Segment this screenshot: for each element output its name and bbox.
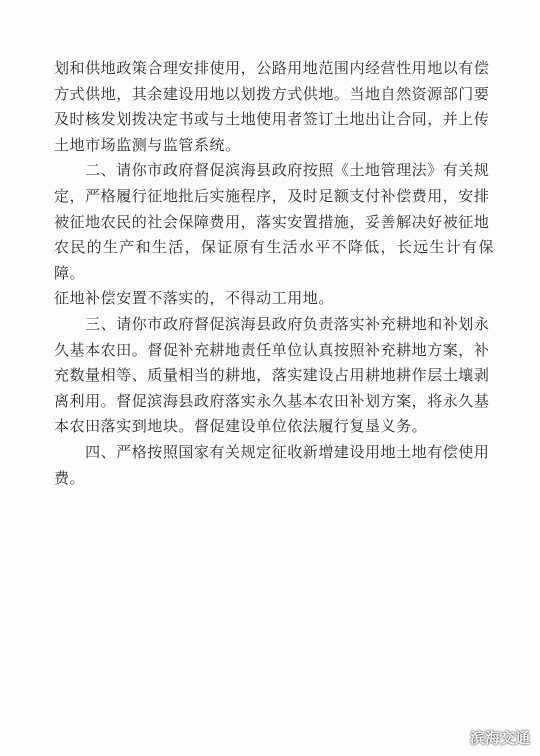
- wechat-icon: [444, 729, 466, 747]
- document-body: [54, 56, 494, 491]
- paragraph-item-two: 二、请你市政府督促滨海县政府按照《土地管理法》有关规 定，严格履行征地批后实施程序，及时足额支付补偿费用，安排 被征地农民的社会保障费用，落实安置措施，妥善解决好被征地 农民的生产和生活，保证原有生活水平不降低，长远生计有保障。 征地补偿安置不落实的，不得动工用地。: [54, 161, 494, 308]
- paragraph-item-four: 四、严格按照国家有关规定征收新增建设用地土地有偿使用 费。: [54, 442, 490, 487]
- paragraph-item-three: 三、请你市政府督促滨海县政府负责落实补充耕地和补划永 久基本农田。督促补充耕地责任单位认真按照补充耕地方案，补 充数量相等、质量相当的耕地，落实建设占用耕地耕作层土壤剥 离利用。督促滨海县政府落实永久基本农田补划方案，将永久基 本农田落实到地块。督促建设单位依法履行复垦义务。: [54, 314, 490, 436]
- watermark-text: 滨海交通: [469, 729, 530, 747]
- paragraph-land-supply: 划和供地政策合理安排使用，公路用地范围内经营性用地以有偿 方式供地，其余建设用地以划拨方式供地。当地自然资源部门要 及时核发划拨决定书或与土地使用者签订土地出让合同，并上传 土地市场监测与监管系统。: [54, 59, 490, 154]
- account-watermark: [444, 727, 530, 748]
